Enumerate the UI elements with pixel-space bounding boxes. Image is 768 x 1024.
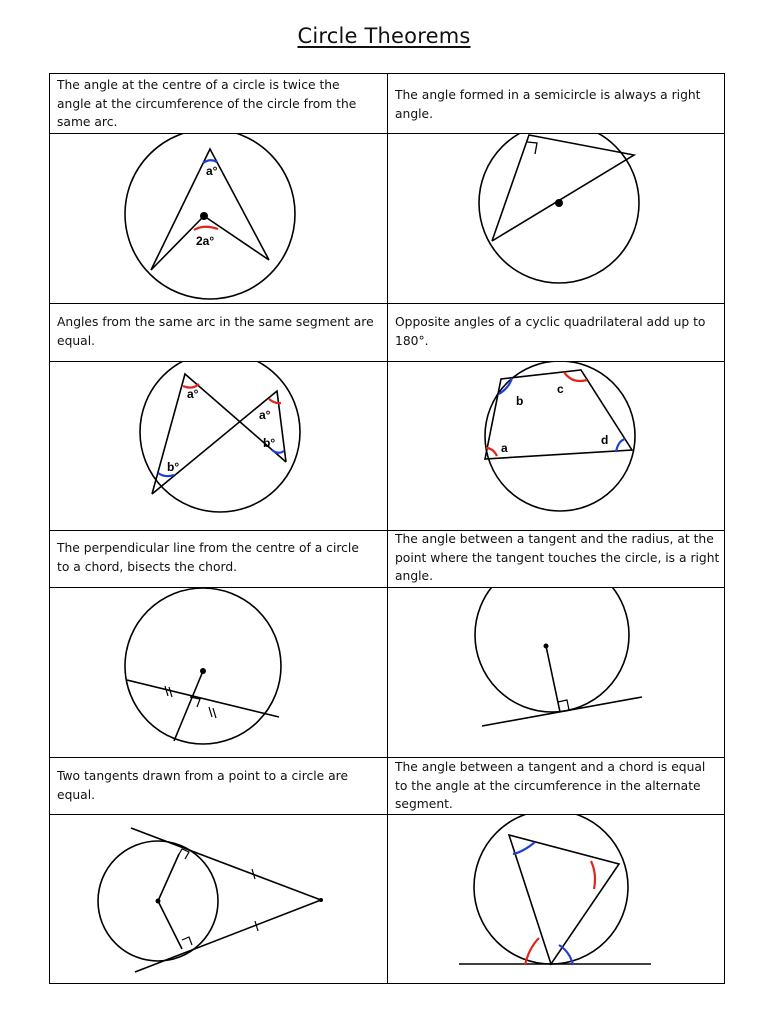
right-angle-mark bbox=[527, 142, 537, 154]
page-title: Circle Theorems bbox=[297, 24, 471, 48]
row-divider bbox=[50, 303, 724, 304]
label-b: b° bbox=[263, 436, 276, 450]
circle bbox=[474, 814, 628, 964]
label-c: c bbox=[557, 382, 564, 396]
chord bbox=[127, 680, 279, 717]
theorem-text-same-segment: Angles from the same arc in the same segment are equal. bbox=[57, 315, 374, 348]
theorem-text-alternate-segment: The angle between a tangent and a chord is equal to the angle at the circumference in the alternate segment. bbox=[395, 760, 706, 811]
angle-arc-red bbox=[194, 227, 218, 230]
label-a: a bbox=[501, 441, 508, 455]
circle bbox=[140, 361, 300, 512]
label-a: a° bbox=[259, 408, 271, 422]
theorem-text-perpendicular-bisector: The perpendicular line from the centre of a circle to a chord, bisects the chord. bbox=[57, 541, 359, 574]
centre-point bbox=[200, 212, 208, 220]
tangent-line-upper bbox=[131, 828, 321, 900]
radii bbox=[158, 854, 182, 949]
theorem-text-two-tangents: Two tangents drawn from a point to a circle are equal. bbox=[57, 769, 349, 802]
diagram-centre-angle bbox=[49, 133, 386, 303]
external-point bbox=[319, 898, 323, 902]
perpendicular-line bbox=[174, 671, 203, 741]
diagram-perpendicular-bisector bbox=[49, 587, 386, 757]
diagram-same-segment bbox=[49, 361, 386, 531]
equal-tick-marks bbox=[209, 707, 216, 718]
centre-point bbox=[544, 644, 549, 649]
theorem-text-semicircle: The angle formed in a semicircle is always a right angle. bbox=[395, 88, 701, 121]
diagram-tangent-radius bbox=[386, 587, 724, 757]
label-2a: 2a° bbox=[196, 234, 215, 248]
centre-point bbox=[555, 199, 563, 207]
equal-tick-marks bbox=[165, 686, 172, 697]
diagram-two-tangents bbox=[49, 814, 386, 984]
label-a: a° bbox=[206, 164, 218, 178]
circle bbox=[125, 588, 281, 744]
angle-arc-red bbox=[591, 861, 595, 889]
centre-point bbox=[200, 668, 206, 674]
diagram-cyclic-quadrilateral bbox=[386, 361, 724, 531]
right-angle-mark bbox=[182, 937, 192, 945]
label-b: b bbox=[516, 394, 524, 408]
theorem-text-centre-angle: The angle at the centre of a circle is twice the angle at the circumference of the circle from the same arc. bbox=[57, 78, 357, 129]
semicircle-triangle bbox=[492, 135, 634, 241]
angle-arc-blue bbox=[203, 160, 217, 163]
circle bbox=[125, 133, 295, 299]
theorem-text-cyclic-quadrilateral: Opposite angles of a cyclic quadrilateral add up to 180°. bbox=[395, 315, 706, 348]
label-a: a° bbox=[187, 387, 199, 401]
angle-arc-blue bbox=[513, 842, 535, 854]
radius bbox=[546, 646, 560, 712]
circle bbox=[475, 587, 629, 712]
label-d: d bbox=[601, 433, 609, 447]
diagram-semicircle bbox=[386, 133, 724, 303]
label-b: b° bbox=[167, 460, 180, 474]
right-angle-mark bbox=[178, 849, 189, 859]
theorem-text-tangent-radius: The angle between a tangent and the radius, at the point where the tangent touches the circle, is a right angle. bbox=[395, 532, 720, 583]
angle-arc-blue bbox=[272, 450, 284, 453]
diagram-alternate-segment bbox=[386, 814, 724, 984]
centre-point bbox=[156, 899, 161, 904]
angle-arc-red bbox=[269, 399, 281, 403]
